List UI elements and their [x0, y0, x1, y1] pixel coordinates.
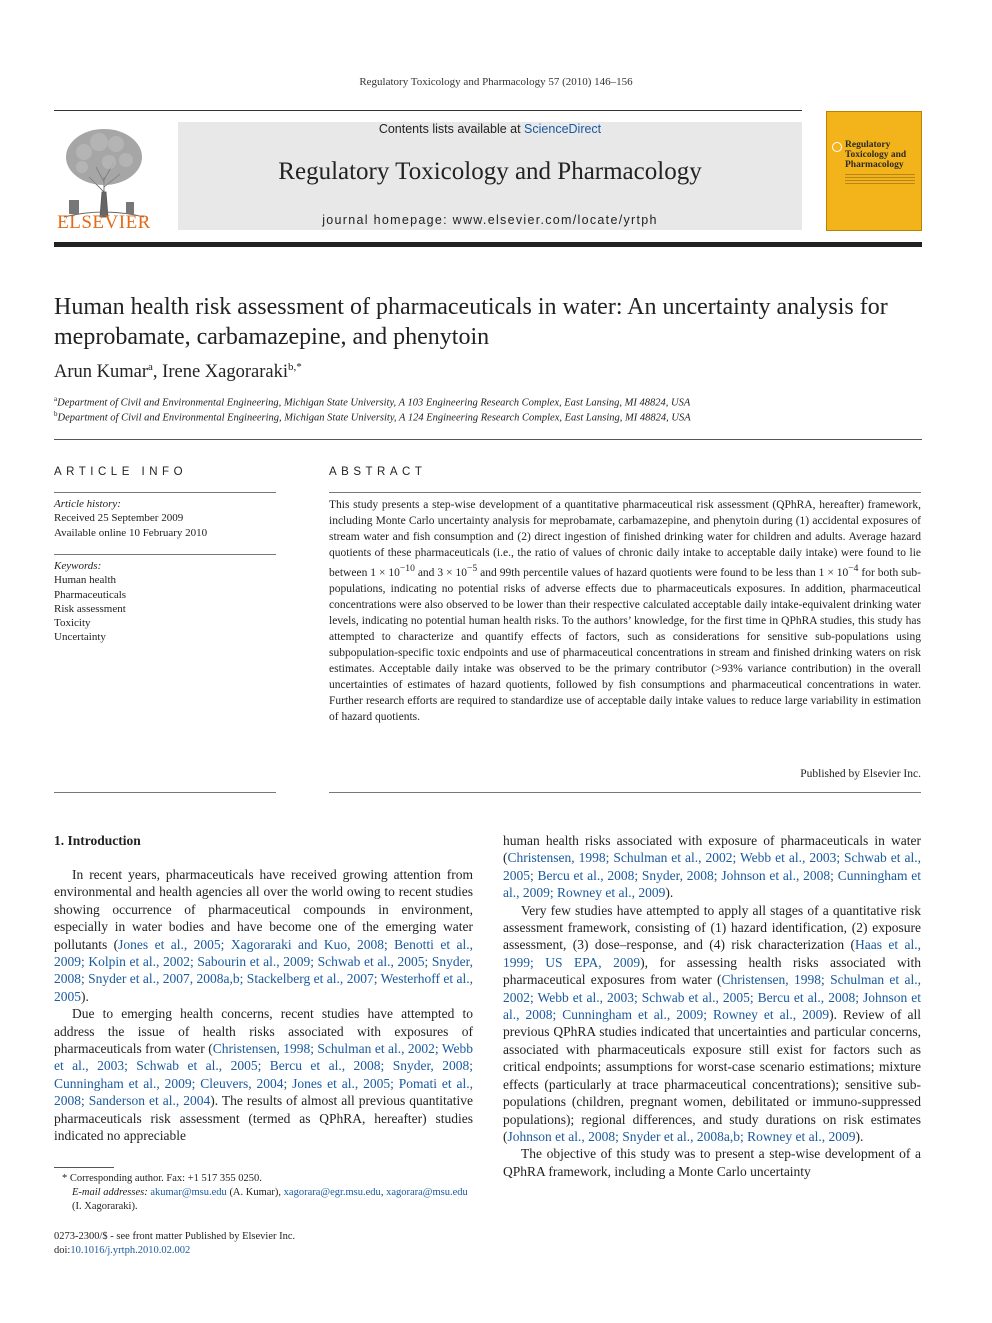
email-label: E-mail addresses:	[72, 1187, 151, 1198]
citation-links[interactable]: Christensen, 1998; Schulman et al., 2002; Webb et al., 2003; Schwab et al., 2005; Bercu et al., 2008; Snyder, 2008; Cunningham et al., 2009; Cleuvers, 2004; Jones et al., 2005; Pomati et al., 2008; Sanderson et al., 2004	[54, 1040, 474, 1109]
paragraph-text: human health risks associated with exposure of pharmaceuticals in water (	[503, 833, 921, 866]
journal-homepage[interactable]: journal homepage: www.elsevier.com/locate/yrtph	[322, 213, 658, 227]
paragraph	[54, 1005, 473, 1144]
front-matter	[54, 1230, 474, 1258]
contents-prefix: Contents lists available at	[378, 122, 525, 136]
keywords	[54, 559, 276, 645]
exponent: −10	[399, 563, 415, 574]
abstract-segment: This study presents a step-wise development of a quantitative pharmaceutical risk assessment (QPhRA, hereafter) framework, including Monte Carlo uncertainty analysis for meprobamate, carbamazepine, and phenytoin during (1) accidental exposures of stream water and fish consumption and (2) direct ingestion of finished drinking water for children and adults. Average hazard quotients of these pharmaceuticals (i.e., the ratio of values of chronic daily intake to acceptable daily intake) were found to lie between 1 × 10	[329, 499, 921, 579]
email-note	[54, 1186, 474, 1214]
email-link[interactable]: xagorara@msu.edu	[386, 1187, 468, 1198]
sciencedirect-link[interactable]: ScienceDirect	[524, 122, 602, 136]
corresponding-author-note: * Corresponding author. Fax: +1 517 355 0250.	[62, 1173, 262, 1184]
cover-fineprint	[845, 174, 915, 184]
citation-links[interactable]: Christensen, 1998; Schulman et al., 2002; Webb et al., 2003; Schwab et al., 2005; Bercu et al., 2008; Johnson et al., 2008; Cunningham et al., 2009; Rowney et al., 2009	[503, 972, 921, 1023]
abstract-segment: and 3 × 10	[414, 566, 468, 579]
keyword: Risk assessment	[54, 602, 126, 615]
elsevier-wordmark: ELSEVIER	[57, 212, 151, 233]
keyword: Human health	[54, 574, 117, 587]
paragraph-text: ).	[855, 1128, 864, 1144]
info-rule	[54, 554, 276, 555]
exponent: −4	[848, 563, 859, 574]
author-name[interactable]: Arun Kumar	[54, 362, 149, 383]
citation-links[interactable]: Johnson et al., 2008; Snyder et al., 2008a,b; Rowney et al., 2009	[507, 1128, 856, 1144]
author-list	[54, 361, 302, 383]
exponent: −5	[467, 563, 478, 574]
affil-text: Department of Civil and Environmental Engineering, Michigan State University, A 103 Engineering Research Complex, East Lansing, MI 48824, USA	[57, 397, 691, 409]
published-by: Published by Elsevier Inc.	[800, 768, 921, 780]
abstract-rule	[329, 492, 921, 493]
email-separator: ,	[380, 1187, 387, 1198]
keywords-label: Keywords:	[54, 560, 102, 572]
issn-line: 0273-2300/$ - see front matter Published by Elsevier Inc.	[54, 1231, 296, 1242]
paragraph-text: ). The results of almost all previous quantitative pharmaceuticals risk assessment (termed as QPhRA, hereafter) studies indicated no appreciable	[54, 1093, 473, 1143]
paragraph-text: ).	[665, 885, 674, 901]
paragraph-text: Very few studies have attempted to apply all stages of a quantitative risk assessment framework, consisting of (1) hazard identification, (2) exposure assessment, (3) dose–response, and (4) risk characterization (	[503, 902, 921, 953]
abstract-heading: ABSTRACT	[329, 466, 427, 478]
body-column-right	[503, 832, 921, 1180]
article-info-heading: ARTICLE INFO	[54, 466, 188, 478]
body-column-left	[54, 832, 473, 1144]
section-heading: 1. Introduction	[54, 833, 141, 848]
email-owner: (I. Xagoraraki).	[72, 1201, 138, 1212]
author-separator: ,	[152, 362, 163, 383]
history-item: Available online 10 February 2010	[54, 526, 208, 539]
info-rule	[54, 792, 276, 793]
article-title: Human health risk assessment of pharmaceuticals in water: An uncertainty analysis for meprobamate, carbamazepine, and phenytoin	[54, 294, 888, 350]
history-item: Received 25 September 2009	[54, 512, 184, 525]
journal-title: Regulatory Toxicology and Pharmacology	[278, 158, 702, 185]
footnote-rule	[54, 1167, 114, 1168]
history-label: Article history:	[54, 498, 121, 510]
masthead-top-rule	[54, 110, 802, 111]
journal-cover-thumbnail	[826, 111, 922, 231]
running-head: Regulatory Toxicology and Pharmacology 57 (2010) 146–156	[359, 76, 633, 88]
email-link[interactable]: xagorara@egr.msu.edu	[283, 1187, 381, 1198]
citation-links[interactable]: Christensen, 1998; Schulman et al., 2002; Webb et al., 2003; Schwab et al., 2005; Bercu et al., 2008; Snyder, 2008; Johnson et al., 2008; Cunningham et al., 2009; Rowney et al., 2009	[503, 850, 921, 901]
paragraph-text: ).	[81, 988, 89, 1004]
email-link[interactable]: akumar@msu.edu	[150, 1187, 227, 1198]
footnotes	[54, 1172, 474, 1214]
abstract-rule	[329, 792, 921, 793]
abstract-segment: for both sub-populations, indicating no potential risks of adverse effects due to pharmaceuticals exposures. In addition, pharmaceutical concentrations were also observed to be lower than their respective calculated acceptable daily intake-equivalent drinking water levels, indicating no potential human health risks. To the authors’ knowledge, for the first time in QPhRA studies, this study has attempted to characterize and quantify effects of factors, such as considerations for sensitive sub-populations using subpopulation-specific toxic endpoints and use of pharmaceutical concentrations in stream and finished drinking waters on risk estimates. Acceptable daily intake was observed to be the primary contributor (>93% variance contribution) in the overall uncertainties of estimates of hazard quotients, followed by fish consumptions and pharmaceutical concentrations in water. Further research efforts are required to standardize use of acceptable daily intake values to reduce large variability in estimation of hazard quotients.	[329, 566, 921, 723]
citation-links[interactable]: Haas et al., 1999; US EPA, 2009	[503, 937, 921, 970]
paragraph: The objective of this study was to present a step-wise development of a QPhRA framework, including a Monte Carlo uncertainty	[503, 1146, 921, 1179]
paragraph-text: ). Review of all previous QPhRA studies indicated that uncertainties and particular concerns, associated with pharmaceuticals exposure still exist for factors such as critical endpoints; assumptions for worst-case scenario estimations; mixture effects (particularly at trace pharmaceutical concentrations); sensitive sub-populations (children, pregnant women, debilitated or immuno-suppressed populations); regional differences, and study durations on risk estimates (	[503, 1007, 921, 1144]
abstract-text	[329, 497, 921, 725]
paragraph-text: Due to emerging health concerns, recent studies have attempted to address the issue of health risks associated with exposures of pharmaceuticals from water (	[54, 1006, 473, 1056]
affil-mark: b	[54, 410, 58, 418]
keyword: Uncertainty	[54, 631, 106, 644]
author-affil-mark: a	[148, 361, 153, 373]
affiliation-b	[54, 410, 691, 424]
paragraph	[54, 866, 473, 1005]
doi-line	[54, 1244, 474, 1258]
affiliation-rule	[54, 439, 922, 440]
doi-label: doi:	[54, 1245, 71, 1256]
cover-title: Regulatory Toxicology and Pharmacology	[845, 140, 907, 170]
affil-mark: a	[54, 395, 58, 403]
paragraph	[503, 832, 921, 902]
affil-text: Department of Civil and Environmental Engineering, Michigan State University, A 124 Engineering Research Complex, East Lansing, MI 48824, USA	[57, 412, 691, 424]
masthead-thick-rule	[54, 242, 922, 247]
email-owner: (A. Kumar),	[226, 1187, 284, 1198]
cover-emblem-icon	[832, 142, 842, 152]
abstract-segment: and 99th percentile values of hazard quotients were found to be less than 1 × 10	[477, 566, 849, 579]
contents-line	[178, 122, 802, 136]
info-rule	[54, 492, 276, 493]
keyword: Toxicity	[54, 617, 91, 630]
article-history	[54, 497, 276, 540]
doi-link[interactable]: 10.1016/j.yrtph.2010.02.002	[70, 1245, 191, 1256]
citation-links[interactable]: Jones et al., 2005; Xagoraraki and Kuo, 2008; Benotti et al., 2009; Kolpin et al., 2002; Sabourin et al., 2009; Schwab et al., 2005; Snyder, 2008; Snyder et al., 2007, 2008a,b; Stackelberg et al., 2007; Westerhoff et al., 2005	[54, 936, 473, 1004]
keyword: Pharmaceuticals	[54, 588, 127, 601]
paragraph-text: In recent years, pharmaceuticals have received growing attention from environmental and health agencies all over the world owing to recent studies showing occurrence of pharmaceutical compounds in environment, especially in water bodies and have become one of the emerging water pollutants (	[54, 866, 473, 952]
paragraph	[503, 902, 921, 1146]
paragraph-text: ), for assessing health risks associated with pharmaceutical exposures from water (	[503, 954, 921, 988]
author-affil-mark: b,*	[288, 361, 302, 373]
affiliation-a	[54, 395, 690, 409]
author-name[interactable]: Irene Xagoraraki	[162, 362, 288, 383]
